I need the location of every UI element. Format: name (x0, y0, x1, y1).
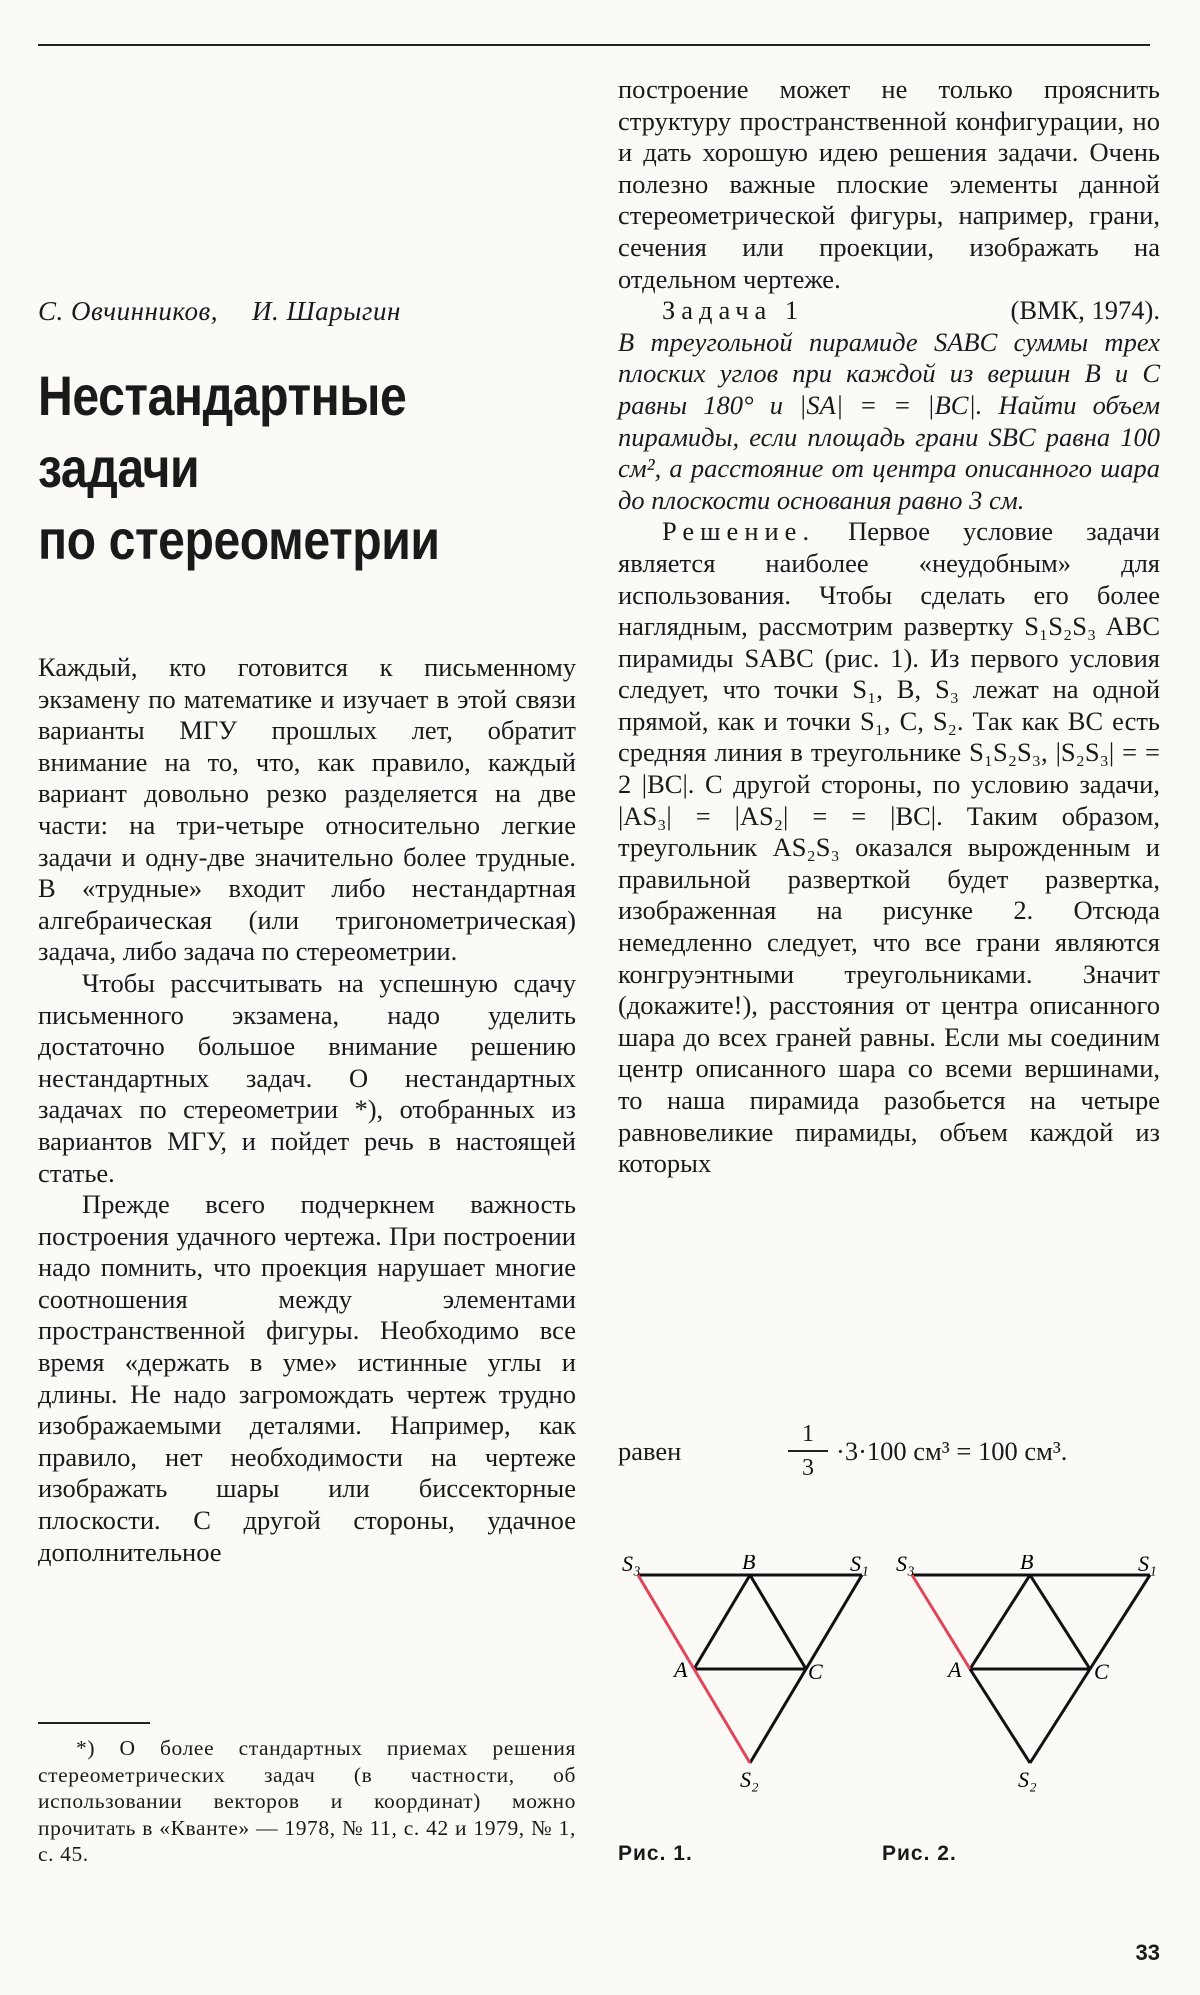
left-paragraph-1: Каждый, кто готовится к письменному экзамену по математике и изучает в этой связи варианты МГУ прошлых лет, обратит внимание на то, что, как правило, каждый вариант довольно резко разделяется на две части: на три-четыре относительно легкие задачи и одну-две значительно более трудные. В «трудные» входит либо нестандартная алгебраическая (или тригонометрическая) задача, либо задача по стереометрии. (38, 652, 576, 967)
right-column (618, 74, 1160, 1180)
task-text: В треугольной пирамиде SABC суммы трех плоских углов при каждой из вершин B и C равны 180° и |SA| = = |BC|. Найти объем пирамиды, если площадь грани SBC равна 100 см², а расстояние от центра описанного шара до плоскости основания равно 3 см. (618, 326, 1160, 515)
title-line-3: по стереометрии (38, 508, 440, 571)
authors (38, 296, 401, 327)
task-label: Задача 1 (662, 295, 805, 326)
fig1-line-s3-a (638, 1575, 694, 1669)
fig2-label-s2: S₂ (1018, 1767, 1037, 1792)
fig2-label-c: C (1094, 1659, 1109, 1684)
fig1-line-a-s2 (694, 1669, 750, 1763)
fig2-label-b: B (1020, 1555, 1034, 1574)
fig2-label-s1: S₁ (1138, 1555, 1157, 1576)
task-source: (ВМК, 1974). (1010, 295, 1160, 326)
fraction-denominator: 3 (802, 1455, 814, 1481)
fig2-label-s3: S₃ (896, 1555, 915, 1576)
fig2-line-b-c (1030, 1575, 1090, 1669)
fraction-numerator: 1 (802, 1421, 814, 1447)
fig1-label-s3: S₃ (622, 1555, 641, 1576)
fig2-line-c-s2 (1030, 1669, 1090, 1763)
task-heading (618, 295, 1160, 327)
footnote-text: *) О более стандартных приемах решения стереометрических задач (в частности, об использовании векторов и координат) можно прочитать в «Кванте» — 1978, № 11, с. 42 и 1979, № 1, с. 45. (38, 1736, 576, 1866)
figures (618, 1555, 1178, 1855)
figure-1-caption: Рис. 1. (618, 1842, 693, 1865)
fig1-label-c: C (808, 1659, 823, 1684)
solution-text: Первое условие задачи является наиболее «неудобным» для использования. Чтобы сделать его более наглядным, рассмотрим развертку S₁S₂S₃ ABC пирамиды SABC (рис. 1). Из первого условия следует, что точки S₁, B, S₃ лежат на одной прямой, как и точки S₁, C, S₂. Так как BC есть средняя линия в треугольнике S₁S₂S₃, |S₂S₃| = = 2 |BC|. С другой стороны, по условию задачи, |AS₃| = |AS₂| = = |BC|. Таким образом, треугольник AS₂S₃ оказался вырожденным и правильной разверткой будет развертка, изображенная на рисунке 2. Отсюда немедленно следует, что все грани являются конгруэнтными треугольниками. Значит (докажите!), расстояния от центра описанного шара до всех граней равны. Если мы соединим центр описанного шара со всеми вершинами, то наша пирамида разобьется на четыре равновеликие пирамиды, объем каждой из которых (618, 516, 1160, 1179)
left-column (38, 652, 576, 1568)
left-paragraph-3: Прежде всего подчеркнем важность построения удачного чертежа. При построении надо помнить, что проекция нарушает многие соотношения между элементами пространственной фигуры. Необходимо все время «держать в уме» истинные углы и длины. Не надо загромождать чертеж трудно изображаемыми деталями. Например, как правило, нет необходимости на чертеже изображать шары или биссекторные плоскости. С другой стороны, удачное дополнительное (38, 1189, 576, 1567)
left-paragraph-2: Чтобы рассчитывать на успешную сдачу письменного экзамена, надо уделить достаточно большое внимание решению нестандартных задач. О нестандартных задачах по стереометрии *), отобранных из вариантов МГУ, и пойдет речь в настоящей статье. (38, 967, 576, 1188)
fig1-label-s1: S₁ (850, 1555, 869, 1576)
formula-prefix: равен (618, 1436, 682, 1466)
fig1-label-b: B (742, 1555, 756, 1574)
fig2-line-s1-c (1090, 1575, 1150, 1669)
fig1-line-b-c (750, 1575, 806, 1669)
fig2-line-b-a (970, 1575, 1030, 1669)
title-line-1: Нестандартные (38, 364, 407, 427)
title-line-2: задачи (38, 436, 200, 499)
fraction-bar (788, 1450, 828, 1452)
author-1: С. Овчинников, (38, 296, 218, 326)
fig1-label-a: A (674, 1657, 688, 1682)
footnote-rule (38, 1722, 150, 1724)
figure-2 (896, 1555, 1157, 1792)
top-rule (38, 44, 1150, 46)
fig1-label-s2: S₂ (740, 1767, 759, 1792)
fig1-line-b-a (694, 1575, 750, 1669)
fraction (788, 1420, 828, 1482)
article-title (38, 360, 502, 576)
formula-rest: ·3·100 см³ = 100 см³. (836, 1436, 1068, 1466)
author-2: И. Шарыгин (251, 296, 401, 326)
formula-line (618, 1420, 1160, 1490)
solution (618, 516, 1160, 1179)
footnote (38, 1735, 576, 1868)
figure-2-caption: Рис. 2. (882, 1842, 957, 1865)
fig2-line-s3-a (912, 1575, 970, 1669)
fig2-label-a: A (948, 1657, 962, 1682)
right-paragraph-1: построение может не только прояснить структуру пространственной конфигурации, но и дать хорошую идею решения задачи. Очень полезно важные плоские элементы данной стереометрической фигуры, например, грани, сечения или проекции, изображать на отдельном чертеже. (618, 74, 1160, 294)
page-number: 33 (1135, 1940, 1160, 1965)
solution-label: Решение. (662, 516, 816, 547)
figure-1 (622, 1555, 869, 1792)
fig2-line-a-s2 (970, 1669, 1030, 1763)
